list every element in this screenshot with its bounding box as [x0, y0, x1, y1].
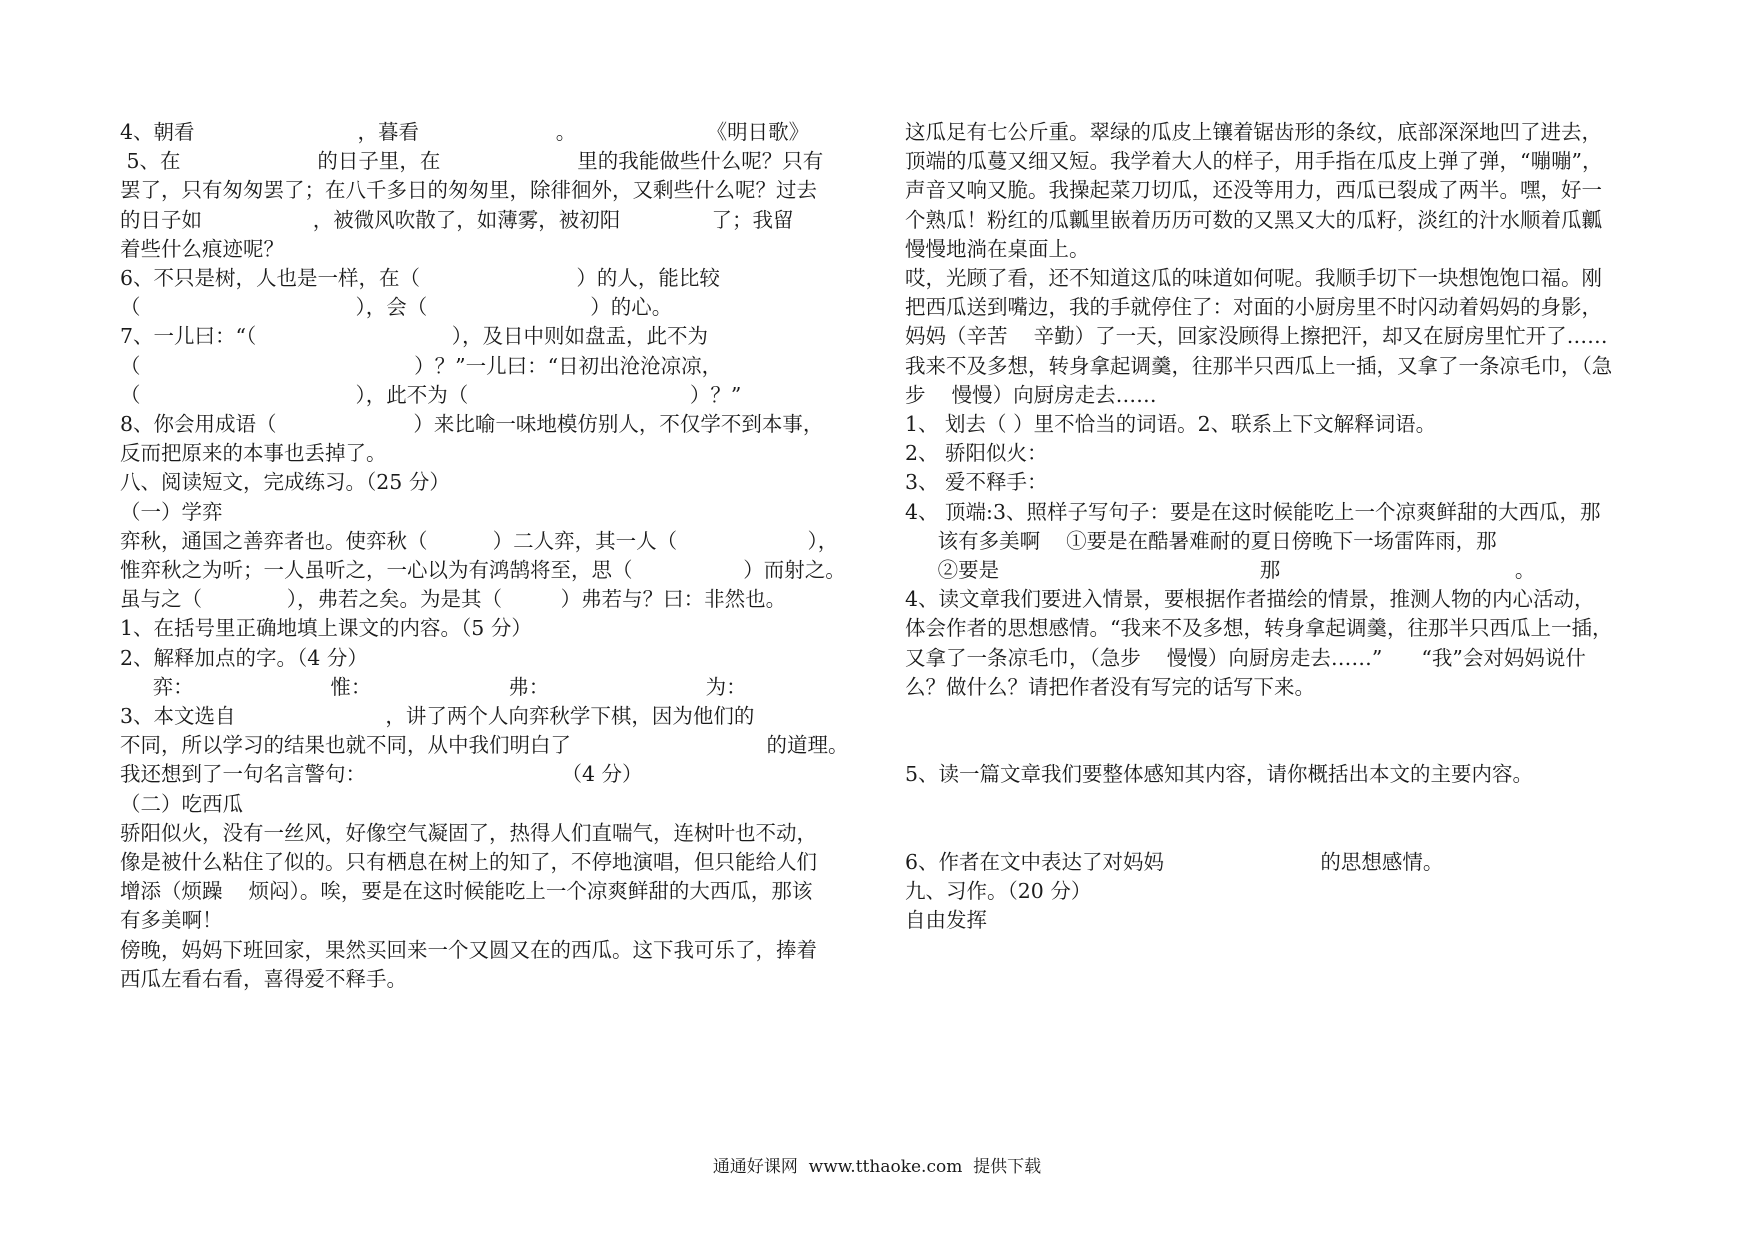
- footer-credit: 通通好课网 www.tthaoke.com 提供下载: [712, 1157, 1042, 1177]
- text-line: 该有多美啊 ①要是在酷暑难耐的夏日傍晚下一场雷阵雨，那: [905, 528, 1497, 553]
- text-line: 虽与之（ ），弗若之矣。为是其（ ）弗若与？曰：非然也。: [120, 587, 787, 612]
- text-line: 6、不只是树，人也是一样，在（ ）的人，能比较: [120, 266, 720, 290]
- text-line: 么？做什么？请把作者没有写完的话写下来。: [905, 674, 1315, 699]
- text-line: 着些什么痕迹呢？: [120, 236, 284, 261]
- text-line: 2、解释加点的字。（4 分）: [120, 645, 368, 670]
- text-line: ②要是 那 。: [905, 558, 1536, 582]
- text-line: 把西瓜送到嘴边，我的手就停住了：对面的小厨房里不时闪动着妈妈的身影，: [905, 295, 1602, 320]
- text-line: 我来不及多想，转身拿起调羹，往那半只西瓜上一插，又拿了一条凉毛巾，（急: [905, 353, 1613, 378]
- text-line: 不同，所以学习的结果也就不同，从中我们明白了 的道理。: [120, 733, 849, 758]
- text-line: 的日子如 ，被微风吹散了，如薄雾，被初阳 了；我留: [120, 207, 794, 232]
- text-line: （一）学弈: [120, 499, 223, 524]
- text-line: 增添（烦躁 烦闷）。唉，要是在这时候能吃上一个凉爽鲜甜的大西瓜，那该: [120, 879, 813, 904]
- text-line: 4、读文章我们要进入情景，要根据作者描绘的情景，推测人物的内心活动，: [905, 587, 1595, 612]
- text-line: 4、 顶端:3、照样子写句子：要是在这时候能吃上一个凉爽鲜甜的大西瓜，那: [905, 499, 1601, 524]
- text-line: 反而把原来的本事也丢掉了。: [120, 441, 387, 466]
- text-line: 2、 骄阳似火：: [905, 441, 1048, 466]
- text-line: 1、 划去（ ）里不恰当的词语。2、联系上下文解释词语。: [905, 412, 1437, 436]
- text-line: 像是被什么粘住了似的。只有栖息在树上的知了，不停地演唱，但只能给人们: [120, 850, 817, 874]
- text-line: 3、 爱不释手：: [905, 470, 1048, 495]
- text-line: 惟弈秋之为听；一人虽听之，一心以为有鸿鹄将至，思（ ）而射之。: [120, 558, 846, 582]
- text-line: 又拿了一条凉毛巾，（急步 慢慢）向厨房走去……” “我”会对妈妈说什: [905, 645, 1586, 670]
- text-line: 傍晚，妈妈下班回家，果然买回来一个又圆又在的西瓜。这下我可乐了，捧着: [120, 937, 817, 962]
- text-line: 西瓜左看右看，喜得爱不释手。: [120, 966, 407, 991]
- text-line: 妈妈（辛苦 辛勤）了一天，回家没顾得上擦把汗，却又在厨房里忙开了……: [905, 324, 1608, 349]
- text-line: 八、阅读短文，完成练习。（25 分）: [120, 470, 450, 495]
- text-line: 8、你会用成语（ ）来比喻一味地模仿别人，不仅学不到本事，: [120, 412, 824, 436]
- text-line: 九、习作。（20 分）: [905, 879, 1092, 904]
- text-line: 4、朝看 ，暮看 。 《明日歌》: [120, 120, 810, 144]
- text-line: 5、读一篇文章我们要整体感知其内容，请你概括出本文的主要内容。: [905, 762, 1534, 787]
- text-line: 罢了，只有匆匆罢了；在八千多日的匆匆里，除徘徊外，又剩些什么呢？过去: [120, 178, 817, 203]
- text-line: （ ），会（ ）的心。: [120, 295, 673, 320]
- text-line: 哎，光顾了看，还不知道这瓜的味道如何呢。我顺手切下一块想饱饱口福。刚: [905, 266, 1602, 290]
- text-line: 6、作者在文中表达了对妈妈 的思想感情。: [905, 850, 1444, 874]
- text-line: 7、一儿曰：“（ ），及日中则如盘盂，此不为: [120, 324, 709, 349]
- text-line: 这瓜足有七公斤重。翠绿的瓜皮上镶着锯齿形的条纹，底部深深地凹了进去，: [905, 120, 1602, 144]
- text-line: 慢慢地淌在桌面上。: [905, 236, 1090, 261]
- text-line: （ ），此不为（ ）？”: [120, 382, 742, 407]
- text-line: （二）吃西瓜: [120, 791, 243, 816]
- text-line: 骄阳似火，没有一丝风，好像空气凝固了，热得人们直喘气，连树叶也不动，: [120, 820, 817, 845]
- text-line: 体会作者的思想感情。“我来不及多想，转身拿起调羹，往那半只西瓜上一插，: [905, 616, 1613, 641]
- text-line: 弈： 惟： 弗： 为：: [120, 674, 747, 699]
- text-line: 有多美啊！: [120, 908, 223, 933]
- text-line: （ ）？”一儿曰：“日初出沧沧凉凉，: [120, 353, 723, 378]
- text-line: 顶端的瓜蔓又细又短。我学着大人的样子，用手指在瓜皮上弹了弹，“嘣嘣”，: [905, 149, 1603, 174]
- text-line: 声音又响又脆。我操起菜刀切瓜，还没等用力，西瓜已裂成了两半。嘿，好一: [905, 178, 1602, 203]
- text-line: 个熟瓜！粉红的瓜瓤里嵌着历历可数的又黑又大的瓜籽，淡红的汁水顺着瓜瓤: [905, 207, 1602, 232]
- text-line: 1、在括号里正确地填上课文的内容。（5 分）: [120, 616, 532, 641]
- text-line: 自由发挥: [905, 908, 987, 933]
- text-line: 3、本文选自 ，讲了两个人向弈秋学下棋，因为他们的: [120, 704, 755, 728]
- text-line: 弈秋，通国之善弈者也。使弈秋（ ）二人弈，其一人（ ），: [120, 528, 839, 553]
- text-line: 5、在 的日子里，在 里的我能做些什么呢？只有: [120, 149, 824, 174]
- text-line: 我还想到了一句名言警句： （4 分）: [120, 762, 643, 787]
- text-line: 步 慢慢）向厨房走去……: [905, 382, 1157, 407]
